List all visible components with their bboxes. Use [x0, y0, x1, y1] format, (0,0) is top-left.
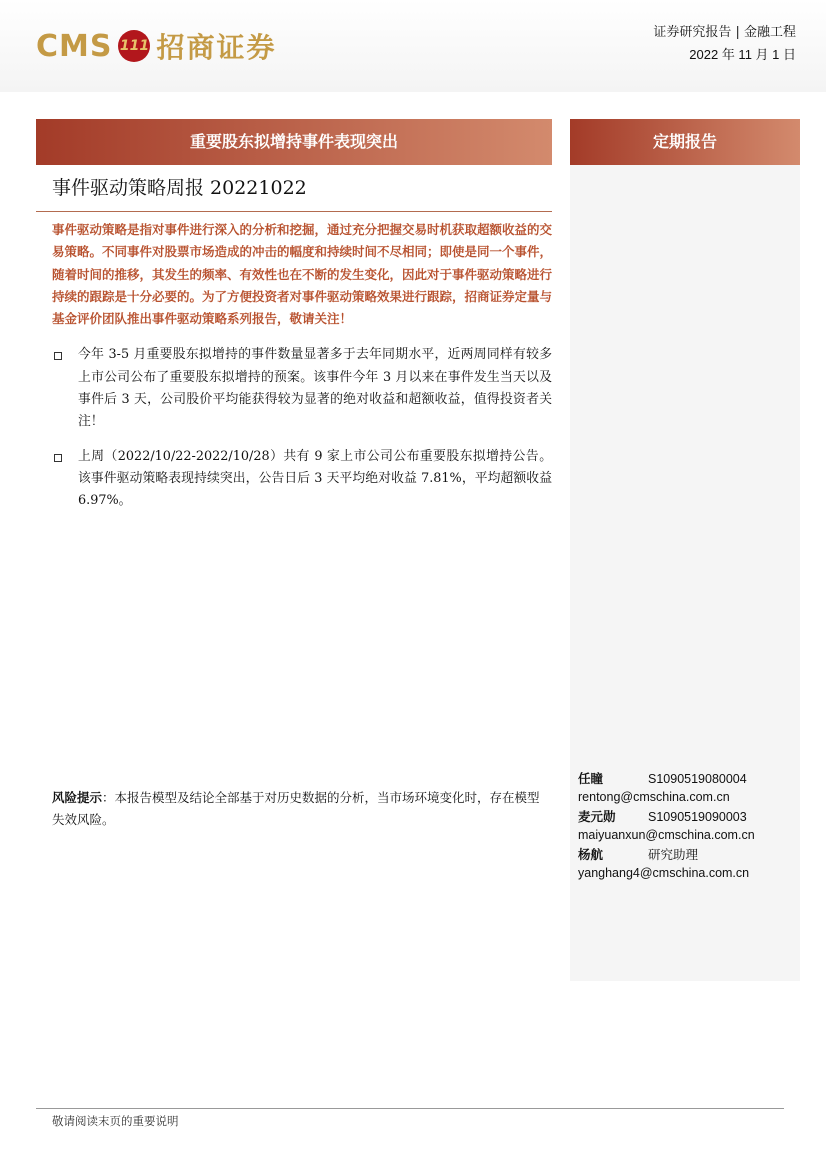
author-name: 任瞳 [578, 771, 604, 786]
intro-paragraph: 事件驱动策略是指对事件进行深入的分析和挖掘，通过充分把握交易时机获取超额收益的交易策略。不同事件对股票市场造成的冲击的幅度和持续时间不尽相同；即使是同一个事件，随着时间的推移，其发生的频率、有效性也在不断的发生变化，因此对于事件驱动策略进行持续的跟踪是十分必要的。为了方便投资者对事件驱动策略效果进行跟踪，招商证券定量与基金评价团队推出事件驱动策略系列报告，敬请关注！ [52, 222, 553, 327]
logo-emblem-icon: 111 [118, 30, 150, 62]
key-point-text: 上周（2022/10/22-2022/10/28）共有 9 家上市公司公布重要股东拟增持公告。该事件驱动策略表现持续突出，公告日后 3 天平均绝对收益 7.81%，平均超额收益 6.97%。 [78, 448, 552, 509]
footer-divider [36, 1108, 784, 1109]
report-date: 2022 年 11 月 1 日 [689, 47, 796, 62]
title-divider [36, 211, 552, 212]
author-role: 研究助理 [648, 847, 699, 862]
checkbox-bullet-icon [54, 352, 62, 360]
author-entry [578, 845, 798, 864]
company-logo [36, 24, 277, 68]
report-subtitle: 事件驱动策略周报 20221022 [52, 177, 307, 199]
author-email[interactable]: yanghang4@cmschina.com.cn [578, 866, 750, 880]
logo-text-cn: 招商证券 [156, 31, 277, 64]
author-email[interactable]: maiyuanxun@cmschina.com.cn [578, 828, 755, 842]
page-header [0, 0, 826, 92]
footer-note: 敬请阅读末页的重要说明 [52, 1114, 179, 1128]
author-name: 杨航 [578, 847, 604, 862]
author-entry [578, 769, 798, 788]
key-points [52, 344, 552, 512]
logo-text-en: CMS [36, 28, 113, 64]
author-list [578, 769, 798, 883]
risk-text: ：本报告模型及结论全部基于对历史数据的分析，当市场环境变化时，存在模型失效风险。 [52, 790, 540, 827]
main-column [36, 119, 552, 525]
risk-label: 风险提示 [52, 790, 103, 805]
author-id: S1090519090003 [648, 810, 747, 824]
sidebar-header: 定期报告 [570, 119, 800, 165]
key-point-text: 今年 3-5 月重要股东拟增持的事件数量显著多于去年同期水平，近两周同样有较多上市公司公布了重要股东拟增持的预案。该事件今年 3 月以来在事件发生当天以及事件后 3 天，公司股价平均能获得较为显著的绝对收益和超额收益，值得投资者关注！ [78, 347, 552, 430]
author-id: S1090519080004 [648, 772, 747, 786]
key-point [52, 344, 552, 433]
report-title: 重要股东拟增持事件表现突出 [36, 119, 552, 165]
author-entry [578, 807, 798, 826]
report-type: 证券研究报告 | 金融工程 [653, 25, 796, 40]
header-meta [653, 22, 796, 66]
sidebar [570, 119, 800, 981]
author-name: 麦元勋 [578, 809, 616, 824]
key-point [52, 446, 552, 513]
risk-warning [52, 787, 552, 831]
checkbox-bullet-icon [54, 454, 62, 462]
author-email[interactable]: rentong@cmschina.com.cn [578, 790, 730, 804]
